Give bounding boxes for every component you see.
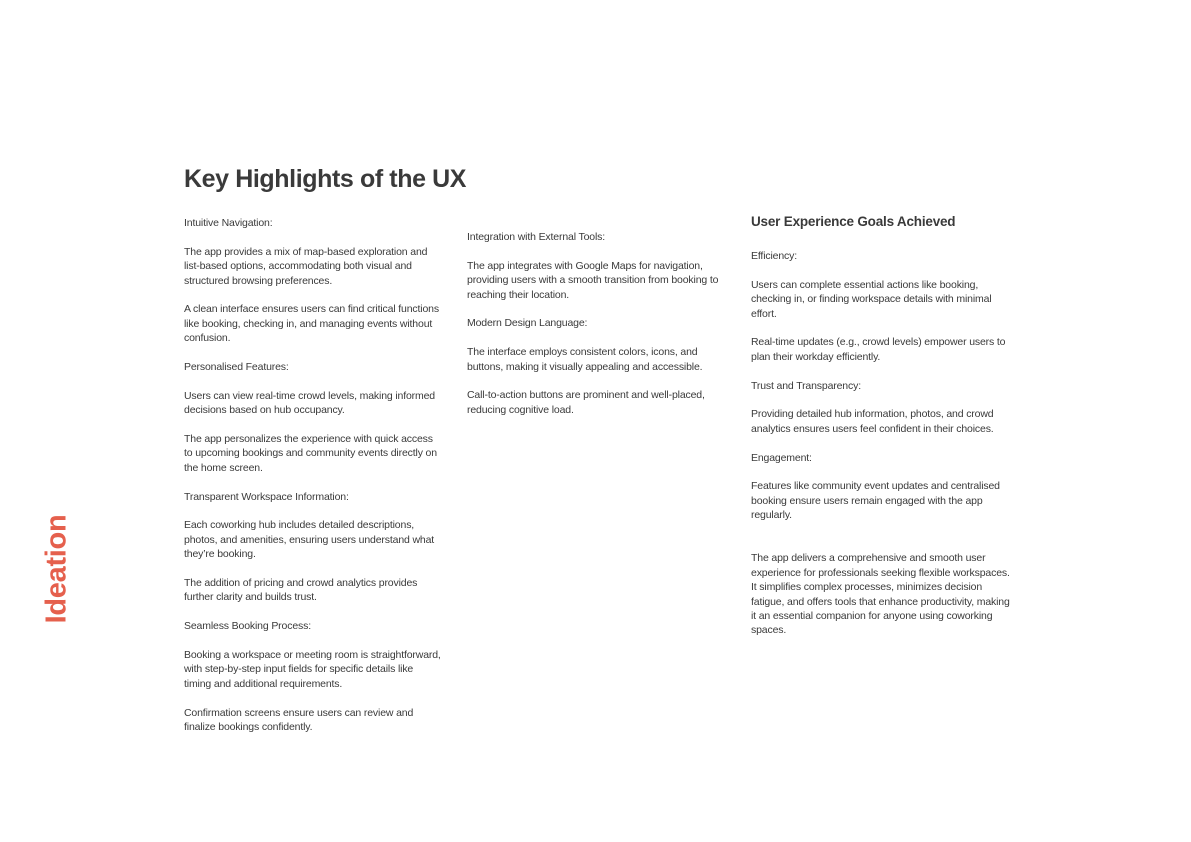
paragraph: A clean interface ensures users can find critical functions like booking, checking in, and managing events without confusion. bbox=[184, 303, 439, 345]
paragraph: Booking a workspace or meeting room is straightforward, with step-by-step input fields for specific details like timing and additional requirements. bbox=[184, 649, 441, 690]
highlights-column-1 bbox=[184, 216, 442, 749]
section-label bbox=[40, 515, 74, 623]
paragraph: The app integrates with Google Maps for navigation, providing users with a smooth transition from booking to reaching their location. bbox=[467, 259, 719, 301]
paragraph: The app provides a mix of map-based exploration and list-based options, accommodating both visual and structured browsing preferences. bbox=[184, 245, 428, 287]
paragraph: The interface employs consistent colors, icons, and buttons, making it visually appealing and accessible. bbox=[467, 346, 703, 373]
paragraph: Each coworking hub includes detailed descriptions, photos, and amenities, ensuring users understand what they’re booking. bbox=[184, 519, 435, 561]
heading-engagement: Engagement: bbox=[751, 451, 812, 464]
heading-transparent-workspace-information: Transparent Workspace Information: bbox=[184, 490, 349, 503]
page-title: Key Highlights of the UX bbox=[184, 165, 467, 193]
goals-column bbox=[751, 249, 1013, 652]
heading-trust-transparency: Trust and Transparency: bbox=[751, 379, 861, 392]
paragraph: Users can complete essential actions like booking, checking in, or finding workspace details with minimal effort. bbox=[751, 278, 992, 320]
highlights-column-2 bbox=[467, 230, 725, 432]
paragraph: Real-time updates (e.g., crowd levels) empower users to plan their workday efficiently. bbox=[751, 336, 1006, 363]
conclusion-paragraph: The app delivers a comprehensive and smooth user experience for professionals seeking flexible workspaces. It simplifies complex processes, minimizes decision fatigue, and offers tools that enhance productivity, making it an essential companion for anyone using coworking spaces. bbox=[751, 552, 1010, 637]
heading-integration-external-tools: Integration with External Tools: bbox=[467, 231, 606, 243]
spacer bbox=[751, 537, 1013, 551]
goals-title: User Experience Goals Achieved bbox=[751, 214, 956, 229]
paragraph: Providing detailed hub information, photos, and crowd analytics ensures users feel confident in their choices. bbox=[751, 408, 994, 435]
paragraph: The app personalizes the experience with quick access to upcoming bookings and community events directly on the home screen. bbox=[184, 433, 437, 474]
heading-seamless-booking-process: Seamless Booking Process: bbox=[184, 620, 311, 633]
paragraph: Confirmation screens ensure users can review and finalize bookings confidently. bbox=[184, 706, 414, 734]
paragraph: Features like community event updates and centralised booking ensure users remain engaged with the app regularly. bbox=[751, 480, 1000, 522]
heading-intuitive-navigation: Intuitive Navigation: bbox=[184, 217, 273, 229]
paragraph: Users can view real-time crowd levels, making informed decisions based on hub occupancy. bbox=[184, 389, 435, 417]
paragraph: The addition of pricing and crowd analytics provides further clarity and builds trust. bbox=[184, 577, 418, 604]
heading-modern-design-language: Modern Design Language: bbox=[467, 317, 588, 330]
paragraph: Call-to-action buttons are prominent and well-placed, reducing cognitive load. bbox=[467, 389, 705, 416]
heading-personalised-features: Personalised Features: bbox=[184, 361, 289, 374]
heading-efficiency: Efficiency: bbox=[751, 250, 798, 262]
section-label-text: Ideation bbox=[40, 514, 73, 624]
